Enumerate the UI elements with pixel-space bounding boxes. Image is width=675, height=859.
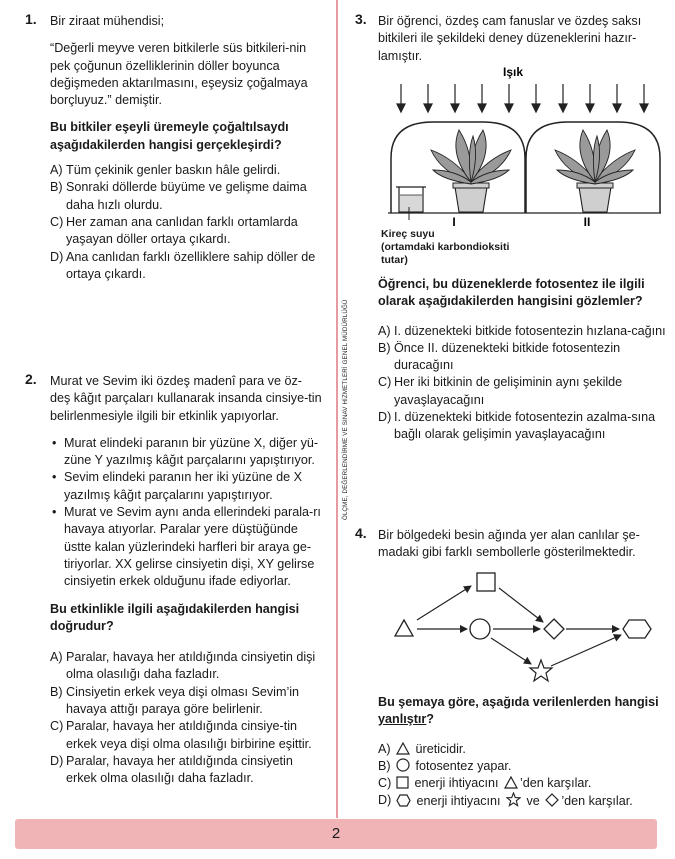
option-text: Her zaman ana canlıdan farklı ortamlarda yaşayan döller ortaya çıkardı. [66, 214, 298, 247]
side-publisher-label [342, 299, 349, 521]
question-2-number: 2. [25, 371, 37, 387]
bullet-item: • Murat ve Sevim aynı anda ellerindeki parala-rı havaya atıyorlar. Paralar yere düştüğünde üstte kalan yüzlerindeki harfleri bir araya ge-tiriyorlar. XX gelirse cinsiyetin dişi, XY gelirse cinsiyetin erkek olduğunu ifade ediyorlar. [50, 504, 322, 590]
circle-icon [396, 758, 410, 772]
option-a[interactable] [50, 649, 322, 684]
option-key: D) [50, 753, 64, 768]
option-key: D) [378, 793, 392, 808]
question-3-stem: Öğrenci, bu düzeneklerde fotosentez ile ilgili olarak aşağıdakilerden hangisini gözlemler? [378, 277, 645, 309]
question-3-options [378, 323, 670, 444]
square-organism-icon [477, 573, 495, 591]
setup-2-label: II [583, 215, 591, 229]
option-c[interactable] [50, 718, 322, 753]
option-b[interactable] [50, 684, 322, 719]
option-key: C) [378, 375, 392, 390]
lime-water-beaker [396, 187, 426, 212]
question-4 [378, 527, 670, 562]
bullet-item: • Sevim elindeki paranın her iki yüzüne de X yazılmış kâğıt parçalarını yapıştırıyor. [50, 469, 322, 504]
option-text: Tüm çekinik genler baskın hâle gelirdi. [66, 163, 281, 178]
option-text: Paralar, havaya her atıldığında cinsiye-tin erkek veya dişi olma olasılığı birbirine eşittir. [66, 719, 312, 751]
question-4-stem-pre: Bu şemaya göre, aşağıda verilenlerden hangisi [378, 695, 659, 709]
lime-water-note: (ortamdaki karbondioksiti tutar) [381, 241, 510, 266]
option-b[interactable] [50, 179, 320, 214]
option-key: B) [378, 340, 391, 355]
option-a[interactable] [50, 162, 320, 179]
option-b-text: fotosentez yapar. [415, 758, 512, 773]
question-3-number: 3. [355, 11, 367, 27]
option-d[interactable] [378, 792, 670, 810]
star-organism-icon [530, 660, 552, 681]
page-number: 2 [331, 825, 341, 842]
potted-plant-2 [555, 130, 635, 212]
column-divider [336, 0, 338, 818]
option-key: B) [50, 180, 63, 195]
option-key: C) [378, 776, 392, 791]
question-2-options [50, 649, 322, 787]
question-2-bullets [50, 435, 322, 591]
question-3-intro: Bir öğrenci, özdeş cam fanuslar ve özdeş saksı bitkileri ile şekildeki deney düzeneklerini hazır-lamıştır. [378, 14, 642, 63]
lime-water-label: Kireç suyu [381, 228, 435, 240]
question-1 [50, 13, 320, 283]
triangle-icon [396, 742, 410, 755]
page-footer-bar [15, 819, 657, 849]
circle-organism-icon [470, 619, 490, 639]
option-text: Önce II. düzenekteki bitkide fotosentezin duracağını [394, 340, 621, 373]
option-a[interactable] [378, 323, 670, 340]
question-2-stem: Bu etkinlikle ilgili aşağıdakilerden hangisi doğrudur? [50, 601, 300, 633]
question-2 [50, 373, 322, 788]
option-c[interactable] [378, 775, 670, 792]
option-c[interactable] [378, 374, 670, 409]
hexagon-organism-icon [623, 620, 651, 638]
option-key: A) [50, 650, 63, 665]
question-2-intro: Murat ve Sevim iki özdeş madenî para ve öz-deş kâğıt parçaları kullanarak insanda cinsiye-tin belirlenmesiyle ilgili bir etkinlik yapıyorlar. [50, 374, 322, 423]
food-web-arrows [417, 586, 621, 666]
option-a[interactable] [378, 741, 670, 758]
option-text: Cinsiyetin erkek veya dişi olması Sevim’in havaya attığı paraya göre belirlenir. [66, 684, 300, 717]
option-c[interactable] [50, 214, 320, 249]
option-text: I. düzenekteki bitkide fotosentezin hızlana-cağını [394, 323, 666, 338]
setup-1-label: I [452, 215, 456, 229]
option-d[interactable] [378, 409, 670, 444]
light-arrow-head [397, 104, 405, 112]
question-1-intro: Bir ziraat mühendisi; [50, 14, 165, 28]
option-d-text-end: ’den karşılar. [561, 794, 633, 809]
lime-water-caption [381, 228, 521, 267]
question-1-quote: “Değerli meyve veren bitkilerle süs bitkileri-nin pek çoğunun özelliklerinin döller boyunca değişmeden aktarılmasını, eşeysiz çoğalmaya borçluyuz.” demiştir. [50, 41, 308, 108]
question-1-number: 1. [25, 11, 37, 27]
diamond-organism-icon [544, 619, 564, 639]
light-arrow-head [478, 104, 486, 112]
option-text [394, 758, 670, 775]
food-web-diagram [383, 568, 673, 688]
question-3 [378, 13, 668, 65]
light-arrow-head [451, 104, 459, 112]
option-a-text: üreticidir. [415, 741, 466, 756]
option-key: A) [378, 741, 391, 756]
option-key: C) [50, 214, 64, 229]
option-text: Ana canlıdan farklı özelliklere sahip döller de ortaya çıkardı. [66, 249, 316, 281]
question-1-stem: Bu bitkiler eşeyli üremeyle çoğaltılsaydı aşağıdakilerden hangisi gerçekleşirdi? [50, 120, 289, 152]
side-publisher-text: ÖLÇME, DEĞERLENDİRME VE SINAV HİZMETLERİ GENEL MÜDÜRLÜĞÜ [342, 299, 349, 520]
option-text: I. düzenekteki bitkide fotosentezin azalma-sına bağlı olarak gelişimin yavaşlayacağını [394, 410, 656, 442]
light-arrow-head [559, 104, 567, 112]
light-arrow-head [640, 104, 648, 112]
hexagon-icon [396, 794, 411, 807]
option-c-text: enerji ihtiyacını [414, 776, 499, 791]
bullet-item: • Murat elindeki paranın bir yüzüne X, diğer yü-züne Y yazılmış kâğıt parçalarını yapıştırıyor. [50, 435, 322, 470]
option-key: B) [50, 684, 63, 699]
light-label: Işık [502, 65, 524, 79]
option-d[interactable] [50, 753, 322, 788]
question-3-body [378, 276, 670, 444]
option-key: B) [378, 758, 391, 773]
option-text [394, 775, 670, 792]
triangle-organism-icon [395, 620, 413, 636]
option-c-text-end: ’den karşılar. [520, 776, 592, 791]
star-icon [506, 792, 521, 807]
option-text [394, 741, 670, 758]
option-d[interactable] [50, 249, 320, 284]
light-arrow-head [586, 104, 594, 112]
option-d-text: enerji ihtiyacını [416, 794, 501, 809]
option-b[interactable] [378, 758, 670, 775]
light-arrow-head [505, 104, 513, 112]
question-4-stem [378, 694, 670, 729]
potted-plant-1 [431, 130, 511, 212]
option-text: Paralar, havaya her atıldığında cinsiyetin erkek olma olasılığı daha fazladır. [66, 753, 293, 786]
square-icon [396, 776, 409, 789]
question-4-stem-post: ? [426, 712, 434, 727]
option-key: A) [378, 323, 391, 338]
question-4-stem-emphasis: yanlıştır [378, 712, 427, 727]
light-arrow-head [613, 104, 621, 112]
question-4-options [378, 741, 670, 811]
option-d-and: ve [526, 794, 540, 809]
option-text [394, 792, 670, 810]
question-4-number: 4. [355, 525, 367, 541]
option-text: Paralar, havaya her atıldığında cinsiyetin dişi olma olasılığı daha fazladır. [66, 650, 316, 682]
option-text: Sonraki döllerde büyüme ve gelişme daima daha hızlı olurdu. [66, 180, 307, 212]
option-key: A) [50, 163, 63, 178]
light-arrows [397, 84, 648, 112]
light-arrow-head [424, 104, 432, 112]
option-key: D) [50, 249, 64, 264]
diamond-icon [545, 793, 559, 807]
option-key: D) [378, 410, 392, 425]
triangle-icon [504, 776, 518, 789]
option-b[interactable] [378, 340, 670, 375]
question-4-body [378, 694, 670, 811]
light-arrow-head [532, 104, 540, 112]
option-text: Her iki bitkinin de gelişiminin aynı şekilde yavaşlayacağını [394, 375, 623, 407]
question-1-options [50, 162, 320, 283]
question-4-intro: Bir bölgedeki besin ağında yer alan canlılar şe-madaki gibi farklı sembollerle gösterilmektedir. [378, 528, 640, 560]
option-key: C) [50, 719, 64, 734]
